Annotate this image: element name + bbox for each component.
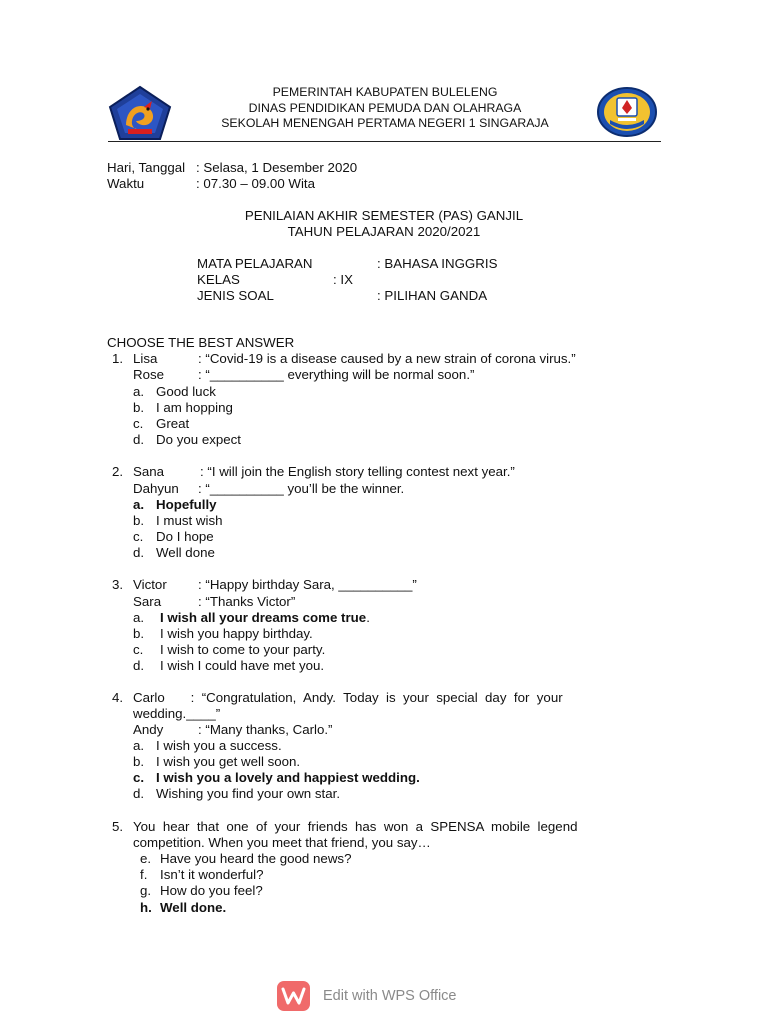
option-letter: a. — [133, 610, 145, 625]
exam-year: TAHUN PELAJARAN 2020/2021 — [287, 224, 481, 239]
dialogue-line: : “__________ you’ll be the winner. — [198, 481, 405, 496]
option-text: Wishing you find your own star. — [156, 786, 341, 801]
letterhead-line-school: SEKOLAH MENENGAH PERTAMA NEGERI 1 SINGARAJA — [221, 116, 549, 130]
option-letter: d. — [133, 432, 145, 447]
answer-key-option: Well done. — [160, 900, 227, 915]
speaker-name: Andy — [133, 722, 164, 737]
question-number: 1. — [112, 351, 124, 366]
instruction: CHOOSE THE BEST ANSWER — [107, 335, 295, 350]
option-text: Have you heard the good news? — [160, 851, 352, 866]
option-letter: c. — [133, 529, 144, 544]
class-label: KELAS — [197, 272, 240, 287]
option-text: Isn’t it wonderful? — [160, 867, 264, 882]
option-letter: a. — [133, 497, 145, 512]
option-letter: f. — [140, 867, 148, 882]
option-text: I wish you happy birthday. — [160, 626, 313, 641]
time-label: Waktu — [107, 176, 145, 191]
option-text: Great — [156, 416, 190, 431]
question-type-label: JENIS SOAL — [197, 288, 274, 303]
speaker-name: Sara — [133, 594, 162, 609]
option-text: How do you feel? — [160, 883, 263, 898]
option-text: I wish I could have met you. — [160, 658, 325, 673]
subject-label: MATA PELAJARAN — [197, 256, 313, 271]
answer-key-text: I wish all your dreams come true — [160, 610, 367, 625]
option-letter: c. — [133, 770, 145, 785]
dialogue-line: : “I will join the English story telling contest next year.” — [200, 464, 515, 479]
subject-value: : BAHASA INGGRIS — [377, 256, 498, 271]
dialogue-line: : “Thanks Victor” — [198, 594, 296, 609]
question-number: 3. — [112, 577, 124, 592]
option-letter: g. — [140, 883, 152, 898]
answer-key-option: I wish you a lovely and happiest wedding. — [156, 770, 420, 785]
option-text: I must wish — [156, 513, 223, 528]
option-text: I wish to come to your party. — [160, 642, 326, 657]
option-letter: d. — [133, 545, 145, 560]
option-letter: c. — [133, 416, 144, 431]
option-text: Do you expect — [156, 432, 242, 447]
question-stem: competition. When you meet that friend, you say… — [133, 835, 431, 850]
letterhead — [205, 85, 565, 132]
speaker-name: Rose — [133, 367, 165, 382]
question-number: 2. — [112, 464, 124, 479]
speaker-name: Victor — [133, 577, 167, 592]
question-stem: You hear that one of your friends has won a SPENSA mobile legend — [133, 819, 578, 834]
speaker-name: Lisa — [133, 351, 158, 366]
option-letter: c. — [133, 642, 144, 657]
question-type-value: : PILIHAN GANDA — [377, 288, 488, 303]
exam-title: PENILAIAN AKHIR SEMESTER (PAS) GANJIL — [244, 208, 524, 223]
dialogue-line-justified: Carlo : “Congratulation, Andy. Today is your special day for your — [133, 690, 563, 705]
option-text: Good luck — [156, 384, 216, 399]
class-value: : IX — [333, 272, 353, 287]
letterhead-line-department: DINAS PENDIDIKAN PEMUDA DAN OLAHRAGA — [248, 100, 522, 115]
date-label: Hari, Tanggal — [107, 160, 186, 175]
speaker-name: Dahyun — [133, 481, 179, 496]
answer-key-option — [160, 610, 370, 626]
option-letter: b. — [133, 626, 145, 641]
option-text: Do I hope — [156, 529, 214, 544]
option-letter: e. — [140, 851, 152, 866]
letterhead-divider — [108, 141, 661, 142]
question-number: 5. — [112, 819, 124, 834]
option-letter: b. — [133, 400, 145, 415]
letterhead-line-government: PEMERINTAH KABUPATEN BULELENG — [272, 85, 498, 99]
option-letter: a. — [133, 738, 145, 753]
option-text: I wish you a success. — [156, 738, 282, 753]
dialogue-line: : “Happy birthday Sara, __________” — [198, 577, 417, 592]
option-letter: d. — [133, 786, 145, 801]
wps-office-icon — [277, 981, 310, 1011]
dialogue-line: : “__________ everything will be normal soon.” — [198, 367, 475, 382]
speaker-name: Sana — [133, 464, 165, 479]
dialogue-line: : “Many thanks, Carlo.” — [198, 722, 333, 737]
answer-key-suffix: . — [366, 610, 370, 625]
option-letter: b. — [133, 513, 145, 528]
wps-watermark[interactable] — [277, 980, 497, 1014]
date-value: : Selasa, 1 Desember 2020 — [196, 160, 358, 175]
option-text: Well done — [156, 545, 215, 560]
dialogue-line: : “Covid-19 is a disease caused by a new strain of corona virus.” — [198, 351, 576, 366]
time-value: : 07.30 – 09.00 Wita — [196, 176, 316, 191]
option-letter: h. — [140, 900, 152, 915]
answer-key-option: I am hopping — [156, 400, 233, 415]
dialogue-line: wedding.____” — [133, 706, 221, 721]
option-letter: a. — [133, 384, 145, 399]
wps-watermark-text: Edit with WPS Office — [323, 988, 457, 1004]
smp1-singaraja-emblem-icon — [596, 86, 658, 138]
option-text: I wish you get well soon. — [156, 754, 301, 769]
answer-key-option: Hopefully — [156, 497, 217, 512]
buleleng-emblem-icon — [108, 85, 172, 141]
option-letter: b. — [133, 754, 145, 769]
question-number: 4. — [112, 690, 124, 705]
option-letter: d. — [133, 658, 145, 673]
